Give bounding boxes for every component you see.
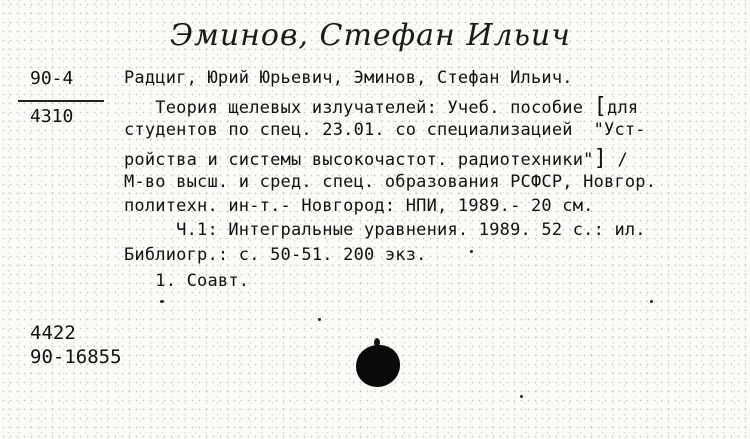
ink-speck (650, 300, 653, 303)
entry-slash: / (607, 150, 628, 170)
entry-title-line (124, 94, 638, 119)
entry-specialization-text: ройства и системы высокочастот. радиотехники" (124, 150, 594, 170)
ink-speck (520, 395, 523, 398)
classification-top: 90-4 (30, 68, 74, 89)
ink-drip (374, 338, 380, 347)
handwritten-heading: Эминов, Стефан Ильич (170, 18, 571, 53)
entry-bibliography: Библиогр.: с. 50-51. 200 экз. (124, 245, 427, 265)
entry-imprint: политехн. ин-т.- Новгород: НПИ, 1989.- 20 см. (124, 196, 594, 216)
classification-bottom: 4310 (30, 106, 74, 127)
entry-title-text: Теория щелевых излучателей: Учеб. пособие (124, 98, 594, 118)
entry-publisher-body: М-во высш. и сред. спец. образования РСФСР, Новгор. (124, 172, 657, 192)
entry-title-note: для (607, 98, 639, 118)
entry-authors: Радциг, Юрий Юрьевич, Эминов, Стефан Ильич. (124, 68, 573, 88)
classification-divider (18, 100, 104, 102)
entry-volume: Ч.1: Интегральные уравнения. 1989. 52 с.: ил. (124, 220, 646, 240)
accession-number-2: 90-16855 (30, 346, 122, 368)
entry-audience-line: студентов по спец. 23.01. со специализацией "Уст- (124, 120, 646, 140)
open-bracket: [ (593, 94, 608, 119)
ink-speck (318, 318, 321, 321)
entry-subject: 1. Соавт. (124, 271, 250, 291)
entry-specialization-line (124, 146, 628, 171)
close-bracket: ] (593, 146, 608, 171)
ink-blot (356, 345, 400, 387)
ink-speck (470, 250, 473, 253)
accession-number-1: 4422 (30, 322, 76, 344)
ink-speck (160, 300, 164, 303)
